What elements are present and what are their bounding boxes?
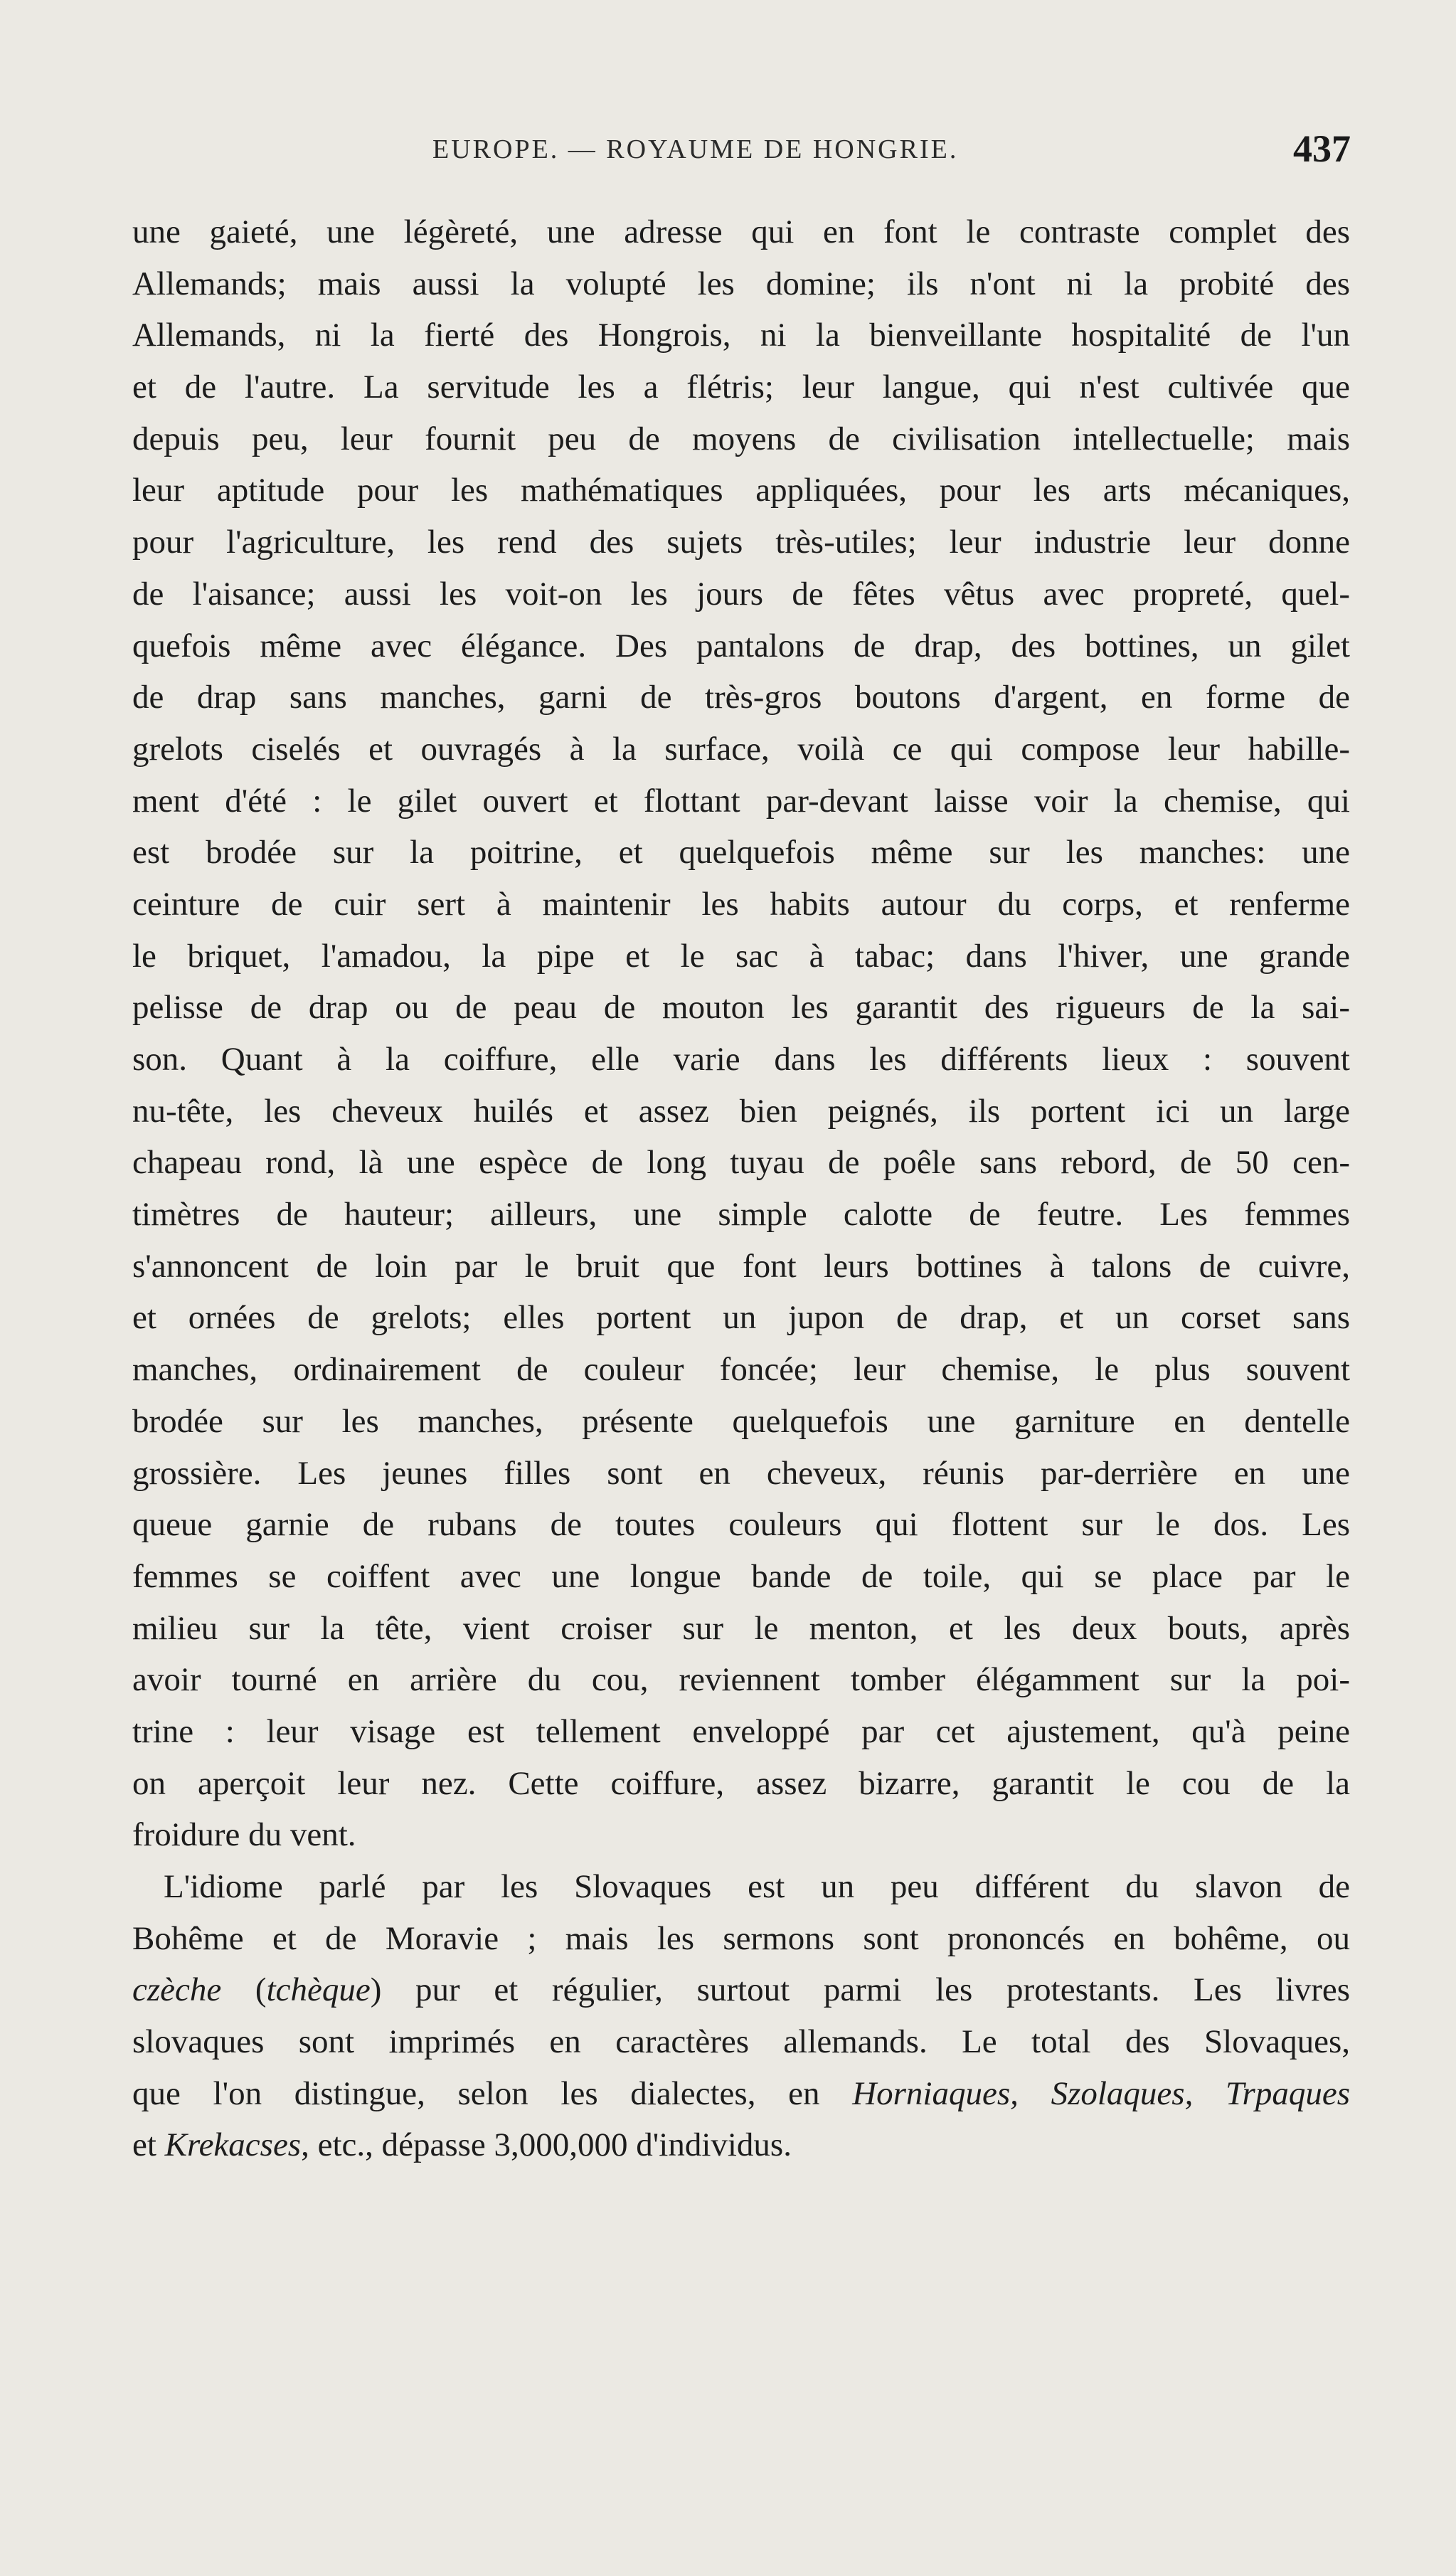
text-line [132, 465, 1350, 516]
paragraph-1 [132, 206, 1350, 1861]
text-line [132, 1344, 1350, 1396]
paragraph-2 [132, 1861, 1350, 2171]
italic-term: czèche [132, 1971, 222, 2009]
text-line [132, 931, 1350, 982]
text-line-content: on aperçoit leur nez. Cette coiffure, assez bizarre, garantit le cou de la [132, 1764, 1350, 1802]
text-line [132, 1292, 1350, 1344]
text-line [132, 516, 1350, 568]
text-line [132, 2016, 1350, 2068]
text-line [132, 361, 1350, 413]
text-line-content: avoir tourné en arrière du cou, reviennent tomber élégamment sur la poi- [132, 1661, 1350, 1699]
text-line-content: slovaques sont imprimés en caractères allemands. Le total des Slovaques, [132, 2023, 1350, 2061]
text-line-content: le briquet, l'amadou, la pipe et le sac à tabac; dans l'hiver, une grande [132, 937, 1350, 975]
text-line [132, 775, 1350, 827]
text-line [132, 672, 1350, 723]
text-line-content: ment d'été : le gilet ouvert et flottant par-devant laisse voir la chemise, qui [132, 782, 1350, 820]
text-line-content: Allemands, ni la fierté des Hongrois, ni la bienveillante hospitalité de l'un [132, 317, 1350, 354]
text-line [132, 1654, 1350, 1706]
text-line-content: et ornées de grelots; elles portent un jupon de drap, et un corset sans [132, 1299, 1350, 1337]
text-line-content: timètres de hauteur; ailleurs, une simple calotte de feutre. Les femmes [132, 1196, 1350, 1234]
text-line [132, 1809, 1350, 1861]
text-line-content: une gaieté, une légèreté, une adresse qui en font le contraste complet des [132, 213, 1350, 250]
text-fragment: ) pur et régulier, surtout parmi les protestants. Les livres [370, 1971, 1350, 2009]
text-line [132, 1396, 1350, 1448]
text-line-content: quefois même avec élégance. Des pantalons de drap, des bottines, un gilet [132, 627, 1350, 664]
text-line-content: manches, ordinairement de couleur foncée; leur chemise, le plus souvent [132, 1351, 1350, 1389]
text-line-content: femmes se coiffent avec une longue bande de toile, qui se place par le [132, 1557, 1350, 1595]
text-line-content: s'annoncent de loin par le bruit que font leurs bottines à talons de cuivre, [132, 1247, 1350, 1285]
text-line [132, 1603, 1350, 1655]
text-line-content: leur aptitude pour les mathématiques appliquées, pour les arts mécaniques, [132, 472, 1350, 509]
text-line [132, 1551, 1350, 1603]
text-line-content: pour l'agriculture, les rend des sujets très-utiles; leur industrie leur donne [132, 524, 1350, 561]
text-line [132, 723, 1350, 775]
text-line-content: trine : leur visage est tellement enveloppé par cet ajustement, qu'à peine [132, 1712, 1350, 1750]
text-line-content: grelots ciselés et ouvragés à la surface, voilà ce qui compose leur habille- [132, 730, 1350, 768]
text-line-content: de l'aisance; aussi les voit-on les jours de fêtes vêtus avec propreté, quel- [132, 575, 1350, 613]
body-text [132, 206, 1350, 2171]
text-line [132, 982, 1350, 1034]
text-line-content: Bohême et de Moravie ; mais les sermons sont prononcés en bohême, ou [132, 1919, 1350, 1957]
text-line [132, 1241, 1350, 1293]
text-line [132, 1964, 1350, 2016]
text-line [132, 568, 1350, 620]
text-line-content: brodée sur les manches, présente quelquefois une garniture en dentelle [132, 1402, 1350, 1440]
text-line-content: ceinture de cuir sert à maintenir les habits autour du corps, et renferme [132, 885, 1350, 923]
running-title: EUROPE. — ROYAUME DE HONGRIE. [432, 134, 959, 164]
text-line [132, 309, 1350, 361]
text-line [132, 206, 1350, 258]
text-line [132, 258, 1350, 310]
text-line [132, 2068, 1350, 2120]
text-line-content: froidure du vent. [132, 1816, 356, 1854]
text-line-content: de drap sans manches, garni de très-gros boutons d'argent, en forme de [132, 679, 1350, 716]
text-line-content: nu-tête, les cheveux huilés et assez bien peignés, ils portent ici un large [132, 1092, 1350, 1130]
italic-term: Horniaques, Szolaques, Trpaques [852, 2074, 1350, 2112]
text-fragment: et [132, 2126, 165, 2164]
text-line [132, 620, 1350, 672]
text-line [132, 1706, 1350, 1758]
page-number: 437 [1293, 127, 1351, 170]
text-line-content: depuis peu, leur fournit peu de moyens de civilisation intellectuelle; mais [132, 420, 1350, 457]
text-line-content: est brodée sur la poitrine, et quelquefois même sur les manches: une [132, 834, 1350, 871]
text-line-content: queue garnie de rubans de toutes couleurs qui flottent sur le dos. Les [132, 1506, 1350, 1544]
running-head [0, 127, 1456, 176]
text-line [132, 879, 1350, 931]
text-fragment: ( [221, 1971, 267, 2009]
text-line [132, 2119, 1350, 2171]
text-line-content: pelisse de drap ou de peau de mouton les garantit des rigueurs de la sai- [132, 989, 1350, 1027]
text-line [132, 1086, 1350, 1138]
text-line [132, 1448, 1350, 1500]
text-line-content: grossière. Les jeunes filles sont en cheveux, réunis par-derrière en une [132, 1454, 1350, 1492]
text-line [132, 1137, 1350, 1189]
text-fragment: , etc., dépasse 3,000,000 d'individus. [301, 2126, 792, 2164]
text-line-content: et de l'autre. La servitude les a flétris; leur langue, qui n'est cultivée que [132, 369, 1350, 406]
text-line-content: milieu sur la tête, vient croiser sur le menton, et les deux bouts, après [132, 1609, 1350, 1647]
text-line-content: L'idiome parlé par les Slovaques est un peu différent du slavon de [164, 1868, 1350, 1905]
text-line-content: Allemands; mais aussi la volupté les domine; ils n'ont ni la probité des [132, 265, 1350, 302]
text-line [132, 1861, 1350, 1913]
italic-term: tchèque [266, 1971, 371, 2009]
text-line [132, 1034, 1350, 1086]
italic-term: Krekacses [164, 2126, 302, 2164]
text-line [132, 1913, 1350, 1965]
text-line [132, 827, 1350, 879]
text-fragment: que l'on distingue, selon les dialectes, en [132, 2074, 853, 2112]
text-line [132, 413, 1350, 465]
text-line [132, 1189, 1350, 1241]
text-line-content: son. Quant à la coiffure, elle varie dans les différents lieux : souvent [132, 1041, 1350, 1078]
text-line [132, 1758, 1350, 1810]
text-line-content: chapeau rond, là une espèce de long tuyau de poêle sans rebord, de 50 cen- [132, 1144, 1350, 1182]
text-line [132, 1499, 1350, 1551]
